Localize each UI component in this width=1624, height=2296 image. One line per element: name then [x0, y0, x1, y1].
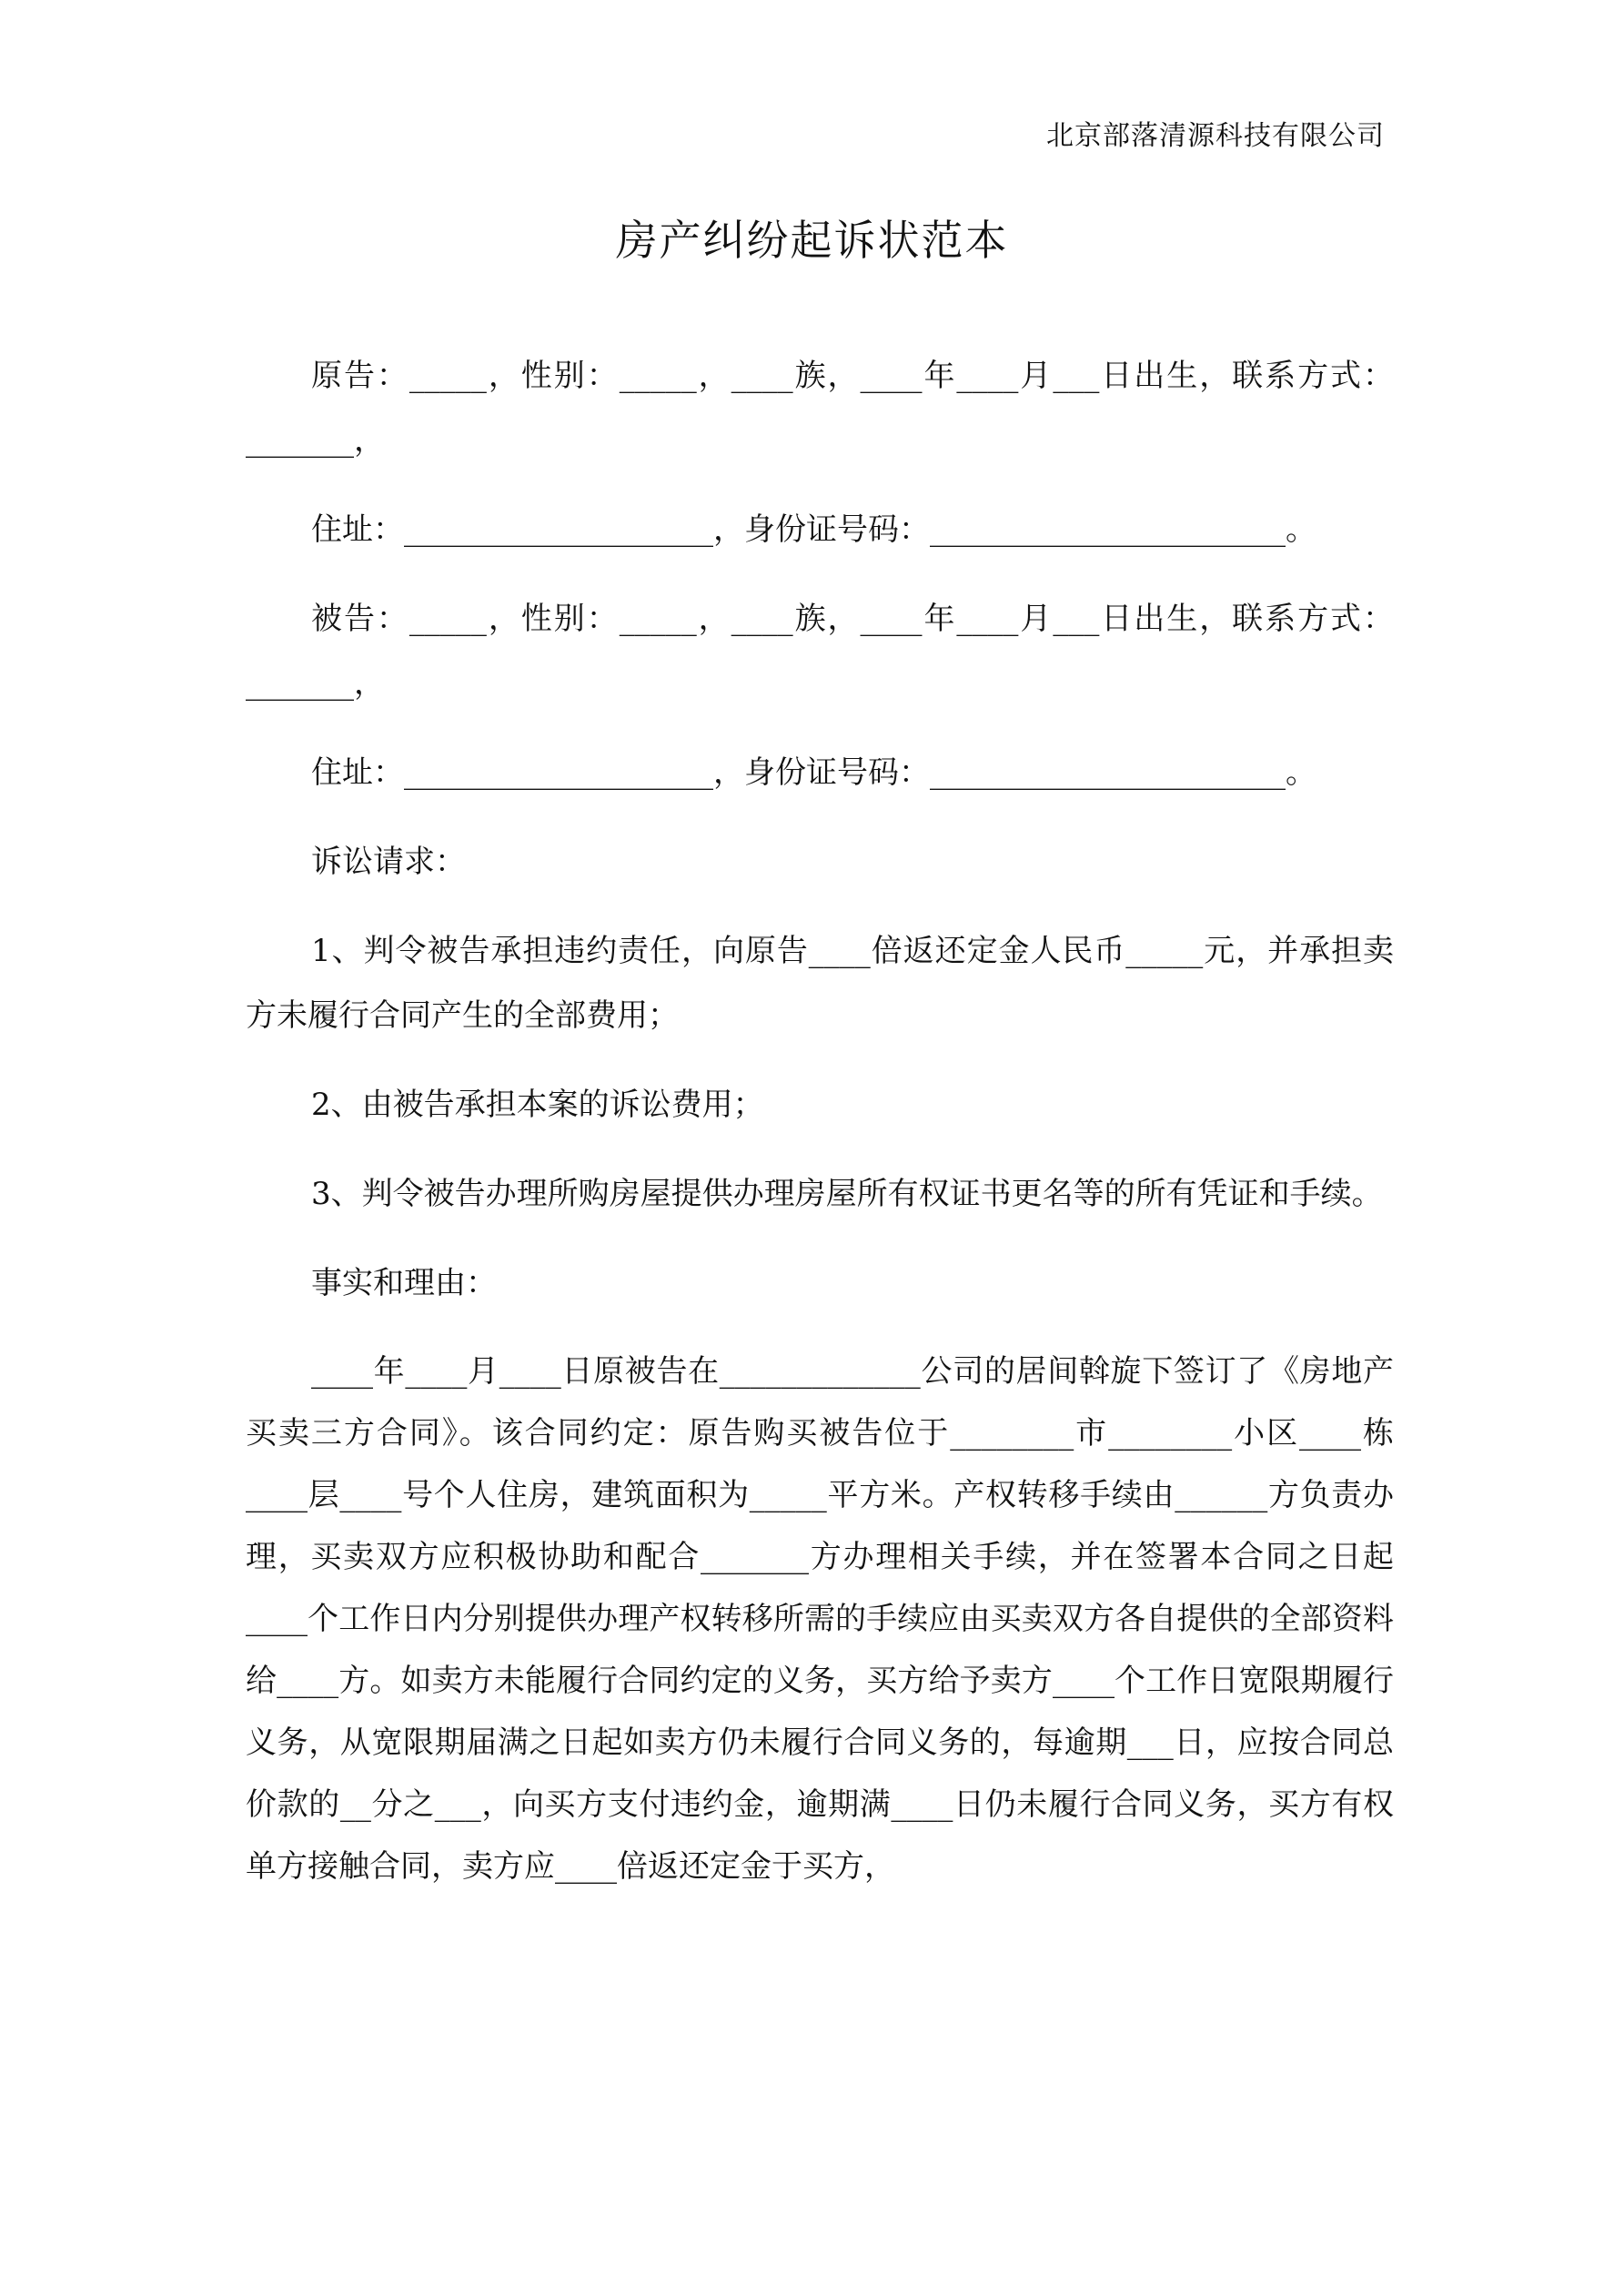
claim-item-1: 1、判令被告承担违约责任，向原告____倍返还定金人民币_____元，并承担卖方未履行合同产生的全部费用；: [246, 933, 1394, 1034]
facts-text: ____年____月____日原被告在_____________公司的居间斡旋下签订了《房地产买卖三方合同》。该合同约定：原告购买被告位于________市________小区____栋____层____号个人住房，建筑面积为_____平方米。产权转移手续由______方负责办理，买卖双方应积极协助和配合_______方办理相关手续，并在签署本合同之日起____个工作日内分别提供办理产权转移所需的手续应由买卖双方各自提供的全部资料给____方。如卖方未能履行合同约定的义务，买方给予卖方____个工作日宽限期履行义务，从宽限期届满之日起如卖方仍未履行合同义务的，每逾期___日，应按合同总价款的__分之___，向买方支付违约金，逾期满____日仍未履行合同义务，买方有权单方接触合同，卖方应____倍返还定金于买方，: [246, 1353, 1394, 1885]
company-name: 北京部落清源科技有限公司: [1046, 120, 1385, 152]
facts-heading: 事实和理由：: [311, 1265, 497, 1301]
defendant-address: 住址：____________________，身份证号码：_______________________。: [311, 754, 1316, 791]
plaintiff-address: 住址：____________________，身份证号码：_______________________。: [311, 511, 1316, 548]
document-body: [246, 344, 1394, 1897]
plaintiff-info: 原告：_____，性别：_____，____族，____年____月___日出生，联系方式：_______，: [246, 358, 1394, 459]
claims-heading: 诉讼请求：: [311, 844, 466, 880]
document-title: 房产纠纷起诉状范本: [615, 216, 1009, 265]
claim-item-3: 3、判令被告办理所购房屋提供办理房屋所有权证书更名等的所有凭证和手续。: [311, 1176, 1383, 1212]
claim-item-2: 2、由被告承担本案的诉讼费用；: [311, 1087, 764, 1123]
defendant-info: 被告：_____，性别：_____，____族，____年____月___日出生，联系方式：_______，: [246, 601, 1394, 702]
